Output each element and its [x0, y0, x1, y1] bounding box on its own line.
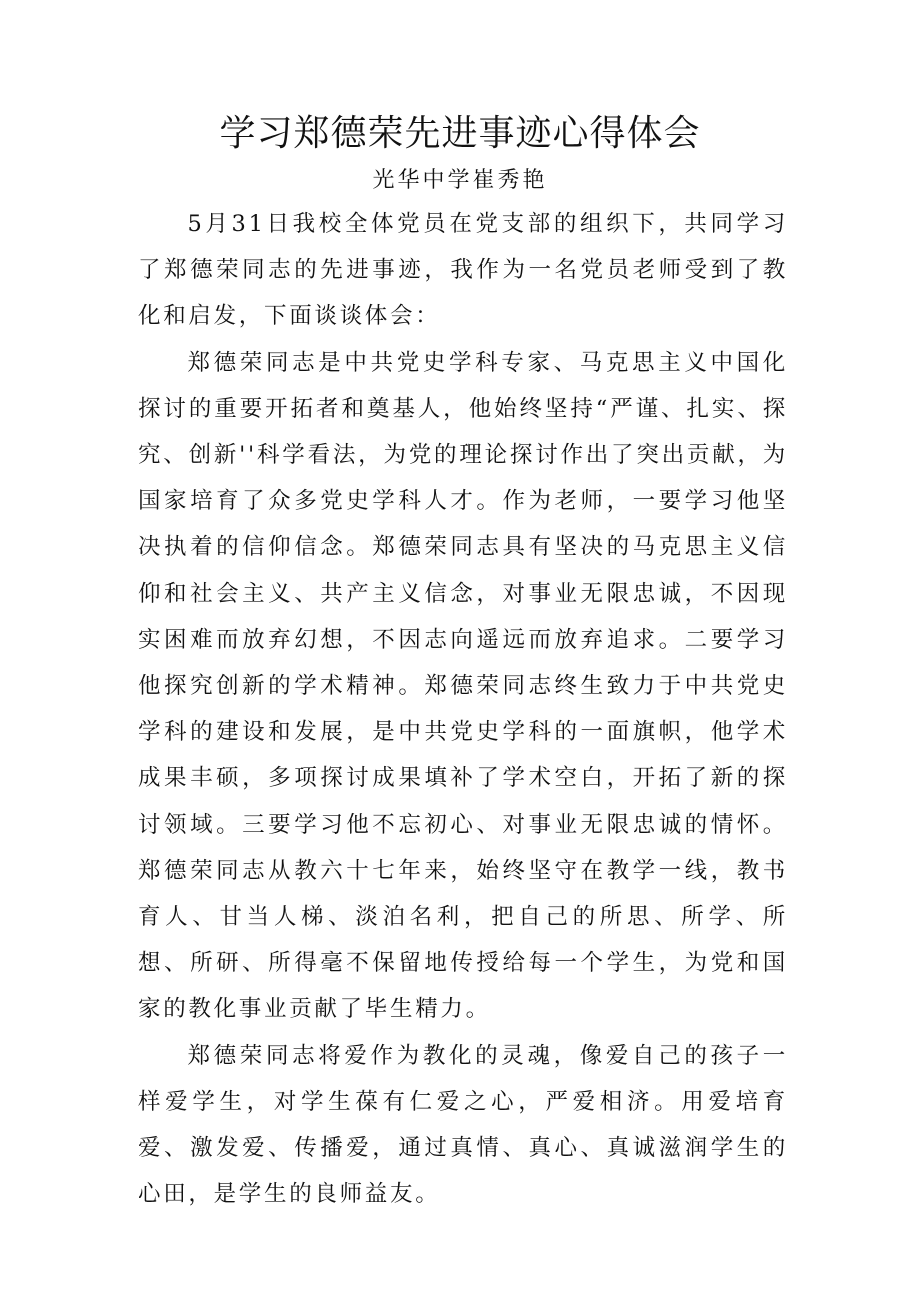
paragraph-closing: 郑德荣同志将爱作为教化的灵魂，像爱自己的孩子一样爱学生，对学生葆有仁爱之心，严爱相济。用爱培育爱、激发爱、传播爱，通过真情、真心、真诚滋润学生的心田，是学生的良师益友。	[138, 1042, 788, 1208]
paragraph-main: 郑德荣同志是中共党史学科专家、马克思主义中国化探讨的重要开拓者和奠基人，他始终坚持“严谨、扎实、探究、创新''科学看法，为党的理论探讨作出了突出贡献，为国家培育了众多党史学科人才。作为老师，一要学习他坚决执着的信仰信念。郑德荣同志具有坚决的马克思主义信仰和社会主义、共产主义信念，对事业无限忠诚，不因现实困难而放弃幻想，不因志向遥远而放弃追求。二要学习他探究创新的学术精神。郑德荣同志终生致力于中共党史学科的建设和发展，是中共党史学科的一面旗帜，他学术成果丰硕，多项探讨成果填补了学术空白，开拓了新的探讨领域。三要学习他不忘初心、对事业无限忠诚的情怀。郑德荣同志从教六十七年来，始终坚守在教学一线，教书育人、甘当人梯、淡泊名利，把自己的所思、所学、所想、所研、所得毫不保留地传授给每一个学生，为党和国家的教化事业贡献了毕生精力。	[138, 349, 788, 1023]
document-author: 光华中学崔秀艳	[372, 168, 548, 193]
document-title: 学习郑德荣先进事迹心得体会	[219, 113, 701, 154]
document-body	[138, 201, 788, 1217]
paragraph-intro: 5月31日我校全体党员在党支部的组织下，共同学习了郑德荣同志的先进事迹，我作为一名党员老师受到了教化和启发，下面谈谈体会：	[138, 211, 788, 330]
